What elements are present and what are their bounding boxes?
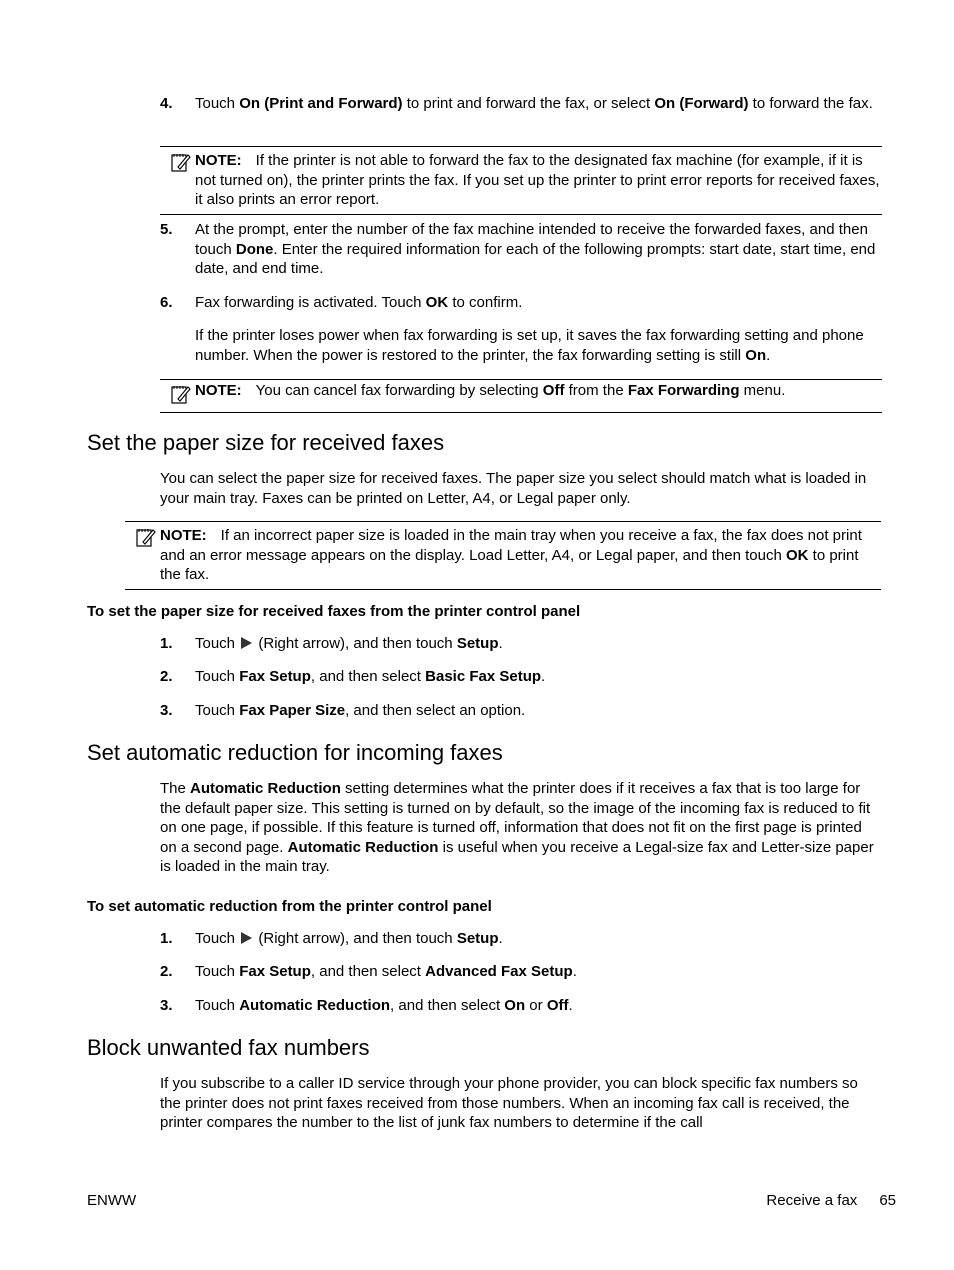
right-arrow-icon — [241, 932, 252, 944]
ui-term: Basic Fax Setup — [425, 668, 542, 685]
step-text: At the prompt, enter the number of the fax machine intended to receive the forwarded faxes, and then touch Done. Enter the required information for each of the following prompts: start date, start time, end date, and end time. — [195, 221, 876, 277]
block-numbers-intro: If you subscribe to a caller ID service through your phone provider, you can block specific fax numbers so the printer does not print faxes received from those numbers. When an incoming fax call is received, the printer compares the number to the list of junk fax numbers to determine if the call — [160, 1075, 858, 1131]
note-forward-failure — [160, 146, 882, 215]
note-text — [160, 526, 881, 585]
ui-term: OK — [786, 546, 809, 564]
step-number: 1. — [160, 635, 173, 652]
ui-term: OK — [425, 294, 449, 311]
note-label: NOTE: — [195, 382, 242, 399]
step-number: 6. — [160, 294, 173, 311]
note-text — [195, 381, 882, 401]
ui-term: Fax Paper Size — [239, 702, 346, 719]
ui-term: Done — [235, 240, 274, 258]
ui-term: Fax Setup — [239, 963, 311, 980]
step-number: 2. — [160, 668, 173, 685]
step-text: Touch On (Print and Forward) to print and forward the fax, or select On (Forward) to forward the fax. — [195, 95, 873, 112]
subheading-paper-size-procedure: To set the paper size for received faxes from the printer control panel — [87, 603, 581, 620]
right-arrow-icon — [241, 637, 252, 649]
paper-step-2 — [160, 667, 882, 687]
subheading-auto-reduction-procedure: To set automatic reduction from the printer control panel — [87, 898, 492, 915]
note-content: If an incorrect paper size is loaded in the main tray when you receive a fax, the fax does not print and an error message appears on the display. Load Letter, A4, or Legal paper, and then touch OK to print the fax. — [160, 527, 862, 583]
footer-section-title: Receive a fax — [766, 1192, 858, 1209]
step-4 — [160, 94, 882, 114]
page-number: 65 — [879, 1192, 896, 1209]
ui-term: Off — [542, 382, 565, 399]
step-text: Touch (Right arrow), and then touch Setup. — [195, 930, 503, 947]
auto-reduction-intro: The Automatic Reduction setting determines what the printer does if it receives a fax that is too large for the default paper size. This setting is turned on by default, so the image of the incoming fax is reduced to fit on one page, if possible. If this feature is turned off, information that does not fit on the first page is printed on a second page. Automatic Reduction is useful when you receive a Legal-size fax and Letter-size paper is loaded in the main tray. — [160, 780, 874, 875]
step-number: 1. — [160, 930, 173, 947]
step-text: Fax forwarding is activated. Touch OK to confirm. — [195, 294, 523, 311]
note-incorrect-paper — [125, 521, 881, 590]
reduction-step-1 — [160, 929, 882, 949]
step-number: 3. — [160, 997, 173, 1014]
section-heading-auto-reduction: Set automatic reduction for incoming faxes — [87, 740, 503, 765]
step-number: 3. — [160, 702, 173, 719]
paper-step-1 — [160, 634, 882, 654]
paper-step-3 — [160, 701, 882, 721]
step-text: Touch Fax Paper Size, and then select an option. — [195, 702, 526, 719]
footer-right — [766, 1191, 896, 1211]
ui-term: Automatic Reduction — [287, 838, 439, 856]
ui-term: Advanced Fax Setup — [425, 963, 573, 980]
step-text: Touch Fax Setup, and then select Advanced Fax Setup. — [195, 963, 577, 980]
note-icon — [170, 383, 192, 405]
note-icon — [170, 151, 192, 173]
step-text: Touch (Right arrow), and then touch Setup. — [195, 635, 503, 652]
ui-term: On — [745, 346, 767, 364]
step-number: 5. — [160, 221, 173, 238]
footer-left: ENWW — [87, 1192, 137, 1209]
ui-term: Off — [546, 997, 569, 1014]
ui-term: On (Print and Forward) — [239, 95, 403, 112]
ui-term: On (Forward) — [654, 95, 749, 112]
ui-term: Automatic Reduction — [239, 997, 391, 1014]
note-icon — [135, 526, 157, 548]
step-number: 4. — [160, 95, 173, 112]
ui-term: Setup — [456, 635, 499, 652]
ui-term: Fax Setup — [239, 668, 311, 685]
step-6 — [160, 293, 882, 313]
note-cancel-forwarding — [160, 379, 882, 413]
step-5 — [160, 220, 882, 279]
note-text — [195, 151, 882, 210]
paper-size-intro: You can select the paper size for received faxes. The paper size you select should match what is loaded in your main tray. Faxes can be printed on Letter, A4, or Legal paper only. — [160, 470, 867, 507]
ui-term: On — [504, 997, 526, 1014]
step-number: 2. — [160, 963, 173, 980]
note-label: NOTE: — [195, 152, 242, 169]
ui-term: Fax Forwarding — [627, 382, 740, 399]
power-loss-paragraph: If the printer loses power when fax forwarding is set up, it saves the fax forwarding setting and phone number. When the power is restored to the printer, the fax forwarding setting is still On. — [195, 327, 864, 364]
ui-term: Automatic Reduction — [190, 780, 341, 797]
section-heading-block-numbers: Block unwanted fax numbers — [87, 1035, 370, 1060]
step-text: Touch Fax Setup, and then select Basic Fax Setup. — [195, 668, 546, 685]
section-heading-paper-size: Set the paper size for received faxes — [87, 430, 445, 455]
reduction-step-3 — [160, 996, 882, 1016]
note-content: If the printer is not able to forward the fax to the designated fax machine (for example, if it is not turned on), the printer prints the fax. If you set up the printer to print error reports for received faxes, it also prints an error report. — [195, 152, 880, 208]
step-text: Touch Automatic Reduction, and then select On or Off. — [195, 997, 573, 1014]
reduction-step-2 — [160, 962, 882, 982]
ui-term: Setup — [456, 930, 499, 947]
note-content: You can cancel fax forwarding by selecting Off from the Fax Forwarding menu. — [255, 382, 786, 399]
note-label: NOTE: — [160, 527, 207, 544]
